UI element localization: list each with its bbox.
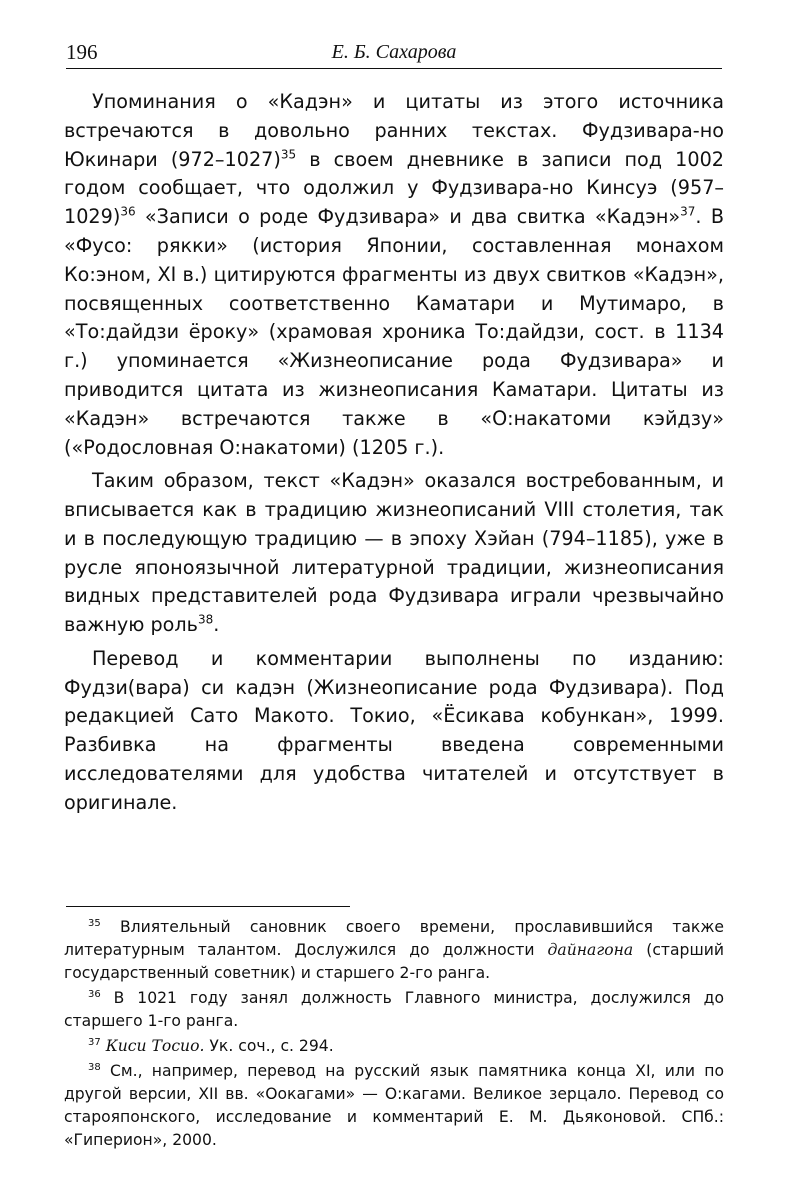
footnote-ref-37: 37 xyxy=(680,204,696,219)
paragraph-1 xyxy=(64,88,724,462)
page-header xyxy=(66,40,722,69)
footnote-35-text-a: Влиятельный сановник своего времени, прославившийся также литературным талантом. Дослужился до должности xyxy=(64,918,724,959)
paragraph-1-text-b: в своем дневнике в записи под 1002 годом сообщает, что одолжил у Фудзивара-но Кинсуэ (957–1029) xyxy=(64,147,724,229)
footnote-38 xyxy=(64,1060,724,1152)
footnote-number: 36 xyxy=(88,988,101,1000)
paragraph-1-text-a: Упоминания о «Кадэн» и цитаты из этого источника встречаются в довольно ранних текстах. Фудзивара-но Юкинари (972–1027) xyxy=(64,90,724,171)
footnote-36-text: В 1021 году занял должность Главного министра, дослужился до старшего 1-го ранга. xyxy=(64,989,724,1030)
footnote-number: 35 xyxy=(88,917,101,929)
footnote-38-text: См., например, перевод на русский язык памятника конца XI, или по другой версии, XII вв. «Оокагами» — О:кагами. Великое зерцало. Перевод со старояпонского, исследование и комментарий Е. М. Дьяконовой. СПб.: «Гиперион», 2000. xyxy=(64,1062,724,1149)
footnote-36 xyxy=(64,987,724,1033)
main-text xyxy=(64,88,724,822)
paragraph-1-text-c: «Записи о роде Фудзивара» и два свитка «Кадэн» xyxy=(135,205,681,229)
footnote-ref-35: 35 xyxy=(280,147,297,162)
page-number: 196 xyxy=(66,40,98,64)
paragraph-3-text: Перевод и комментарии выполнены по изданию: Фудзи(вара) си кадэн (Жизнеописание рода Фудзивара). Под редакцией Сато Макото. Токио, «Ёсикава кобункан», 1999. Разбивка на фрагменты введена современными исследователями для удобства читателей и отсутствует в оригинале. xyxy=(64,646,724,814)
footnote-37-text: Ук. соч., с. 294. xyxy=(204,1037,334,1055)
paragraph-1-text-d: . В «Фусо: рякки» (история Японии, составленная монахом Ко:эном, XI в.) цитируются фрагменты из двух свитков «Кадэн», посвященных соответственно Каматари и Мутимаро, в «То:дайдзи ёроку» (храмовая хроника То:дайдзи, сост. в 1134 г.) упоминается «Жизнеописание рода Фудзивара» и приводится цитата из жизнеописания Каматари. Цитаты из «Кадэн» встречаются также в «О:накатоми кэйдзу» («Родословная О:накатоми) (1205 г.). xyxy=(64,205,724,459)
footnote-35 xyxy=(64,916,724,985)
footnote-ref-38: 38 xyxy=(198,612,214,627)
footnote-35-italic-term: дайнагона xyxy=(547,941,634,959)
footnote-37-italic-author: Киси Тосио. xyxy=(100,1037,205,1055)
footnote-number: 38 xyxy=(88,1061,101,1073)
footnote-35-text-b: (старший государственный советник) и старшего 2-го ранга. xyxy=(64,941,724,982)
paragraph-2-text-a: Таким образом, текст «Кадэн» оказался востребованным, и вписывается как в традицию жизнеописаний VIII столетия, так и в последующую традицию — в эпоху Хэйан (794–1185), уже в русле японоязычной литературной традиции, жизнеописания видных представителей рода Фудзивара играли чрезвычайно важную роль xyxy=(64,469,724,637)
footnote-37 xyxy=(64,1035,724,1058)
paragraph-3 xyxy=(64,645,724,818)
footnote-number: 37 xyxy=(88,1036,101,1048)
paragraph-2 xyxy=(64,467,724,640)
running-head-author: Е. Б. Сахарова xyxy=(331,41,457,63)
paragraph-2-text-b: . xyxy=(213,613,220,637)
footnote-divider xyxy=(66,906,350,907)
footnote-ref-36: 36 xyxy=(120,204,136,219)
footnotes-section xyxy=(64,916,724,1154)
